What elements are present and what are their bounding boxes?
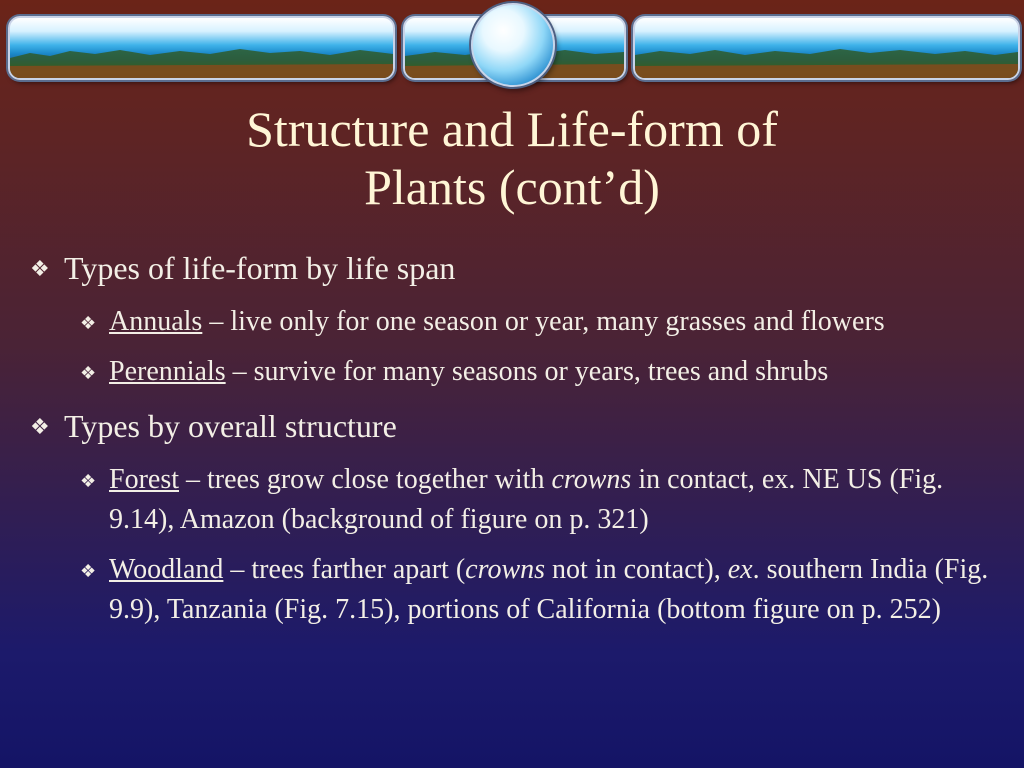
section-heading: Types by overall structure [64, 408, 397, 444]
definition-text: – trees farther apart ( [223, 554, 466, 585]
section-heading: Types of life-form by life span [64, 250, 456, 286]
title-line-2: Plants (cont’d) [364, 159, 660, 215]
diamond-bullet-icon: ❖ [80, 363, 97, 383]
emphasis-text: crowns [551, 464, 632, 495]
bullet-level2 [0, 302, 1024, 342]
definition-text: not in contact), [545, 554, 728, 585]
slide-title [0, 100, 1024, 216]
definition-text: – trees grow close together with [179, 464, 552, 495]
term-forest: Forest [109, 464, 179, 495]
globe-ornament [471, 3, 555, 87]
definition-text: in contact, ex. NE US (Fig. 9.14), Amazon (background of figure on p. 321) [109, 464, 944, 535]
diamond-bullet-icon: ❖ [80, 561, 97, 581]
diamond-bullet-icon: ❖ [80, 471, 97, 491]
definition-text: – survive for many seasons or years, trees and shrubs [225, 356, 829, 387]
landscape-banner-right [633, 16, 1020, 80]
definition-text: – live only for one season or year, many grasses and flowers [202, 306, 885, 337]
term-annuals: Annuals [109, 306, 203, 337]
bullet-list [0, 248, 1024, 640]
diamond-bullet-icon: ❖ [30, 256, 50, 281]
diamond-bullet-icon: ❖ [30, 414, 50, 439]
term-perennials: Perennials [109, 356, 226, 387]
diamond-bullet-icon: ❖ [80, 313, 97, 333]
emphasis-text: ex [727, 554, 753, 585]
bullet-level2 [0, 352, 1024, 392]
bullet-level2 [0, 550, 1024, 630]
bullet-level2 [0, 460, 1024, 540]
emphasis-text: crowns [465, 554, 546, 585]
title-line-1: Structure and Life-form of [246, 101, 778, 157]
landscape-banner-left [8, 16, 395, 80]
definition-text: . southern India (Fig. 9.9), Tanzania (Fig. 7.15), portions of California (bottom figure on p. 252) [109, 554, 989, 625]
term-woodland: Woodland [109, 554, 224, 585]
bullet-level1 [0, 248, 1024, 288]
bullet-level1 [0, 406, 1024, 446]
